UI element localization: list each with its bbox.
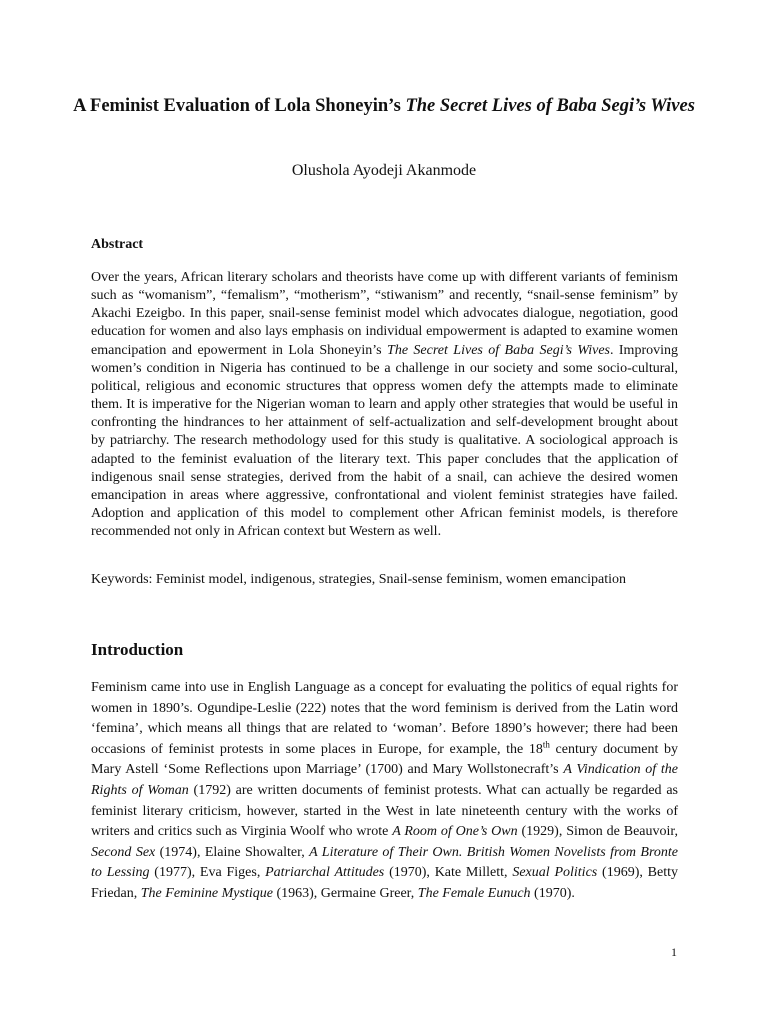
keywords: Keywords: Feminist model, indigenous, strategies, Snail-sense feminism, women emancipation — [91, 572, 627, 587]
intro-superscript: th — [542, 739, 550, 750]
intro-work-title: A Vindication of the Rights of Woman — [91, 762, 679, 798]
title-text: A Feminist Evaluation of Lola Shoneyin’s — [73, 96, 406, 116]
author-name: Olushola Ayodeji Akanmode — [291, 162, 477, 179]
abstract-book-title: The Secret Lives of Baba Segi’s Wives — [387, 342, 610, 358]
intro-text: (1970). — [530, 885, 575, 901]
intro-work-title: Sexual Politics — [512, 865, 598, 881]
intro-work-title: A Literature of Their Own. British Women Novelists from Bronte to Lessing — [91, 844, 678, 881]
page-number: 1 — [671, 945, 677, 959]
intro-work-title: The Female Eunuch — [417, 885, 531, 901]
abstract-text-2: . Improving women’s condition in Nigeria has continued to be a challenge in our society and some socio-cultural, political, religious and economic structures that oppress women defy the attempts made to eliminate them. It is imperative for the Nigerian woman to learn and apply other strategies that would be useful in confronting the hindrances to her attainment of self-actualization and self-development brought about by patriarchy. The research methodology used for this study is qualitative. A sociological approach is adapted to the feminist evaluation of the literary text. This paper concludes that the application of indigenous snail sense strategies, derived from the habit of a snail, can achieve the desired women emancipation in areas where aggressive, confrontational and violent feminist strategies have failed. Adoption and application of this model to complement other African feminist models, is therefore recommended not only in African context but Western as well. — [91, 342, 678, 540]
intro-work-title: Second Sex — [91, 844, 156, 860]
intro-text: (1929), Simon de Beauvoir, — [517, 824, 678, 840]
intro-work-title: The Feminine Mystique — [140, 885, 273, 901]
intro-text: (1974), Elaine Showalter, — [155, 844, 310, 860]
abstract-body — [91, 269, 678, 541]
intro-text: (1792) are written documents of feminist protests. What can actually be regarded as feminist literary criticism, however, started in the West in late nineteenth century with the works of writers and critics such as Virginia Woolf who wrote — [91, 782, 679, 840]
intro-text: (1977), Eva Figes, — [149, 865, 266, 881]
abstract-heading: Abstract — [91, 237, 144, 252]
intro-text: (1969), Betty Friedan, — [91, 865, 678, 901]
intro-text: (1970), Kate Millett, — [384, 865, 513, 881]
introduction-heading: Introduction — [91, 640, 184, 659]
introduction-body — [91, 678, 678, 905]
intro-work-title: Patriarchal Attitudes — [265, 865, 385, 881]
title-book-name: The Secret Lives of Baba Segi’s Wives — [405, 96, 695, 116]
intro-text: (1963), Germaine Greer, — [272, 885, 418, 901]
intro-text: century document by Mary Astell ‘Some Reflections upon Marriage’ (1700) and Mary Wollstonecraft’s — [91, 741, 678, 778]
abstract-text-1: Over the years, African literary scholars and theorists have come up with different variants of feminism such as “womanism”, “femalism”, “motherism”, “stiwanism” and recently, “snail-sense feminism” by Akachi Ezeigbo. In this paper, snail-sense feminist model which advocates dialogue, negotiation, good education for women and also lays emphasis on individual empowerment is adapted to examine women emancipation and epowerment in Lola Shoneyin’s — [91, 270, 678, 358]
paper-title — [60, 92, 708, 121]
intro-work-title: A Room of One’s Own — [392, 824, 518, 840]
intro-text: Feminism came into use in English Language as a concept for evaluating the politics of equal rights for women in 1890’s. Ogundipe-Leslie (222) notes that the word feminism is derived from the Latin word ‘femina’, which means all things that are related to ‘woman’. Before 1890’s however; there had been occasions of feminist protests in some places in Europe, for example, the 18 — [91, 680, 678, 757]
